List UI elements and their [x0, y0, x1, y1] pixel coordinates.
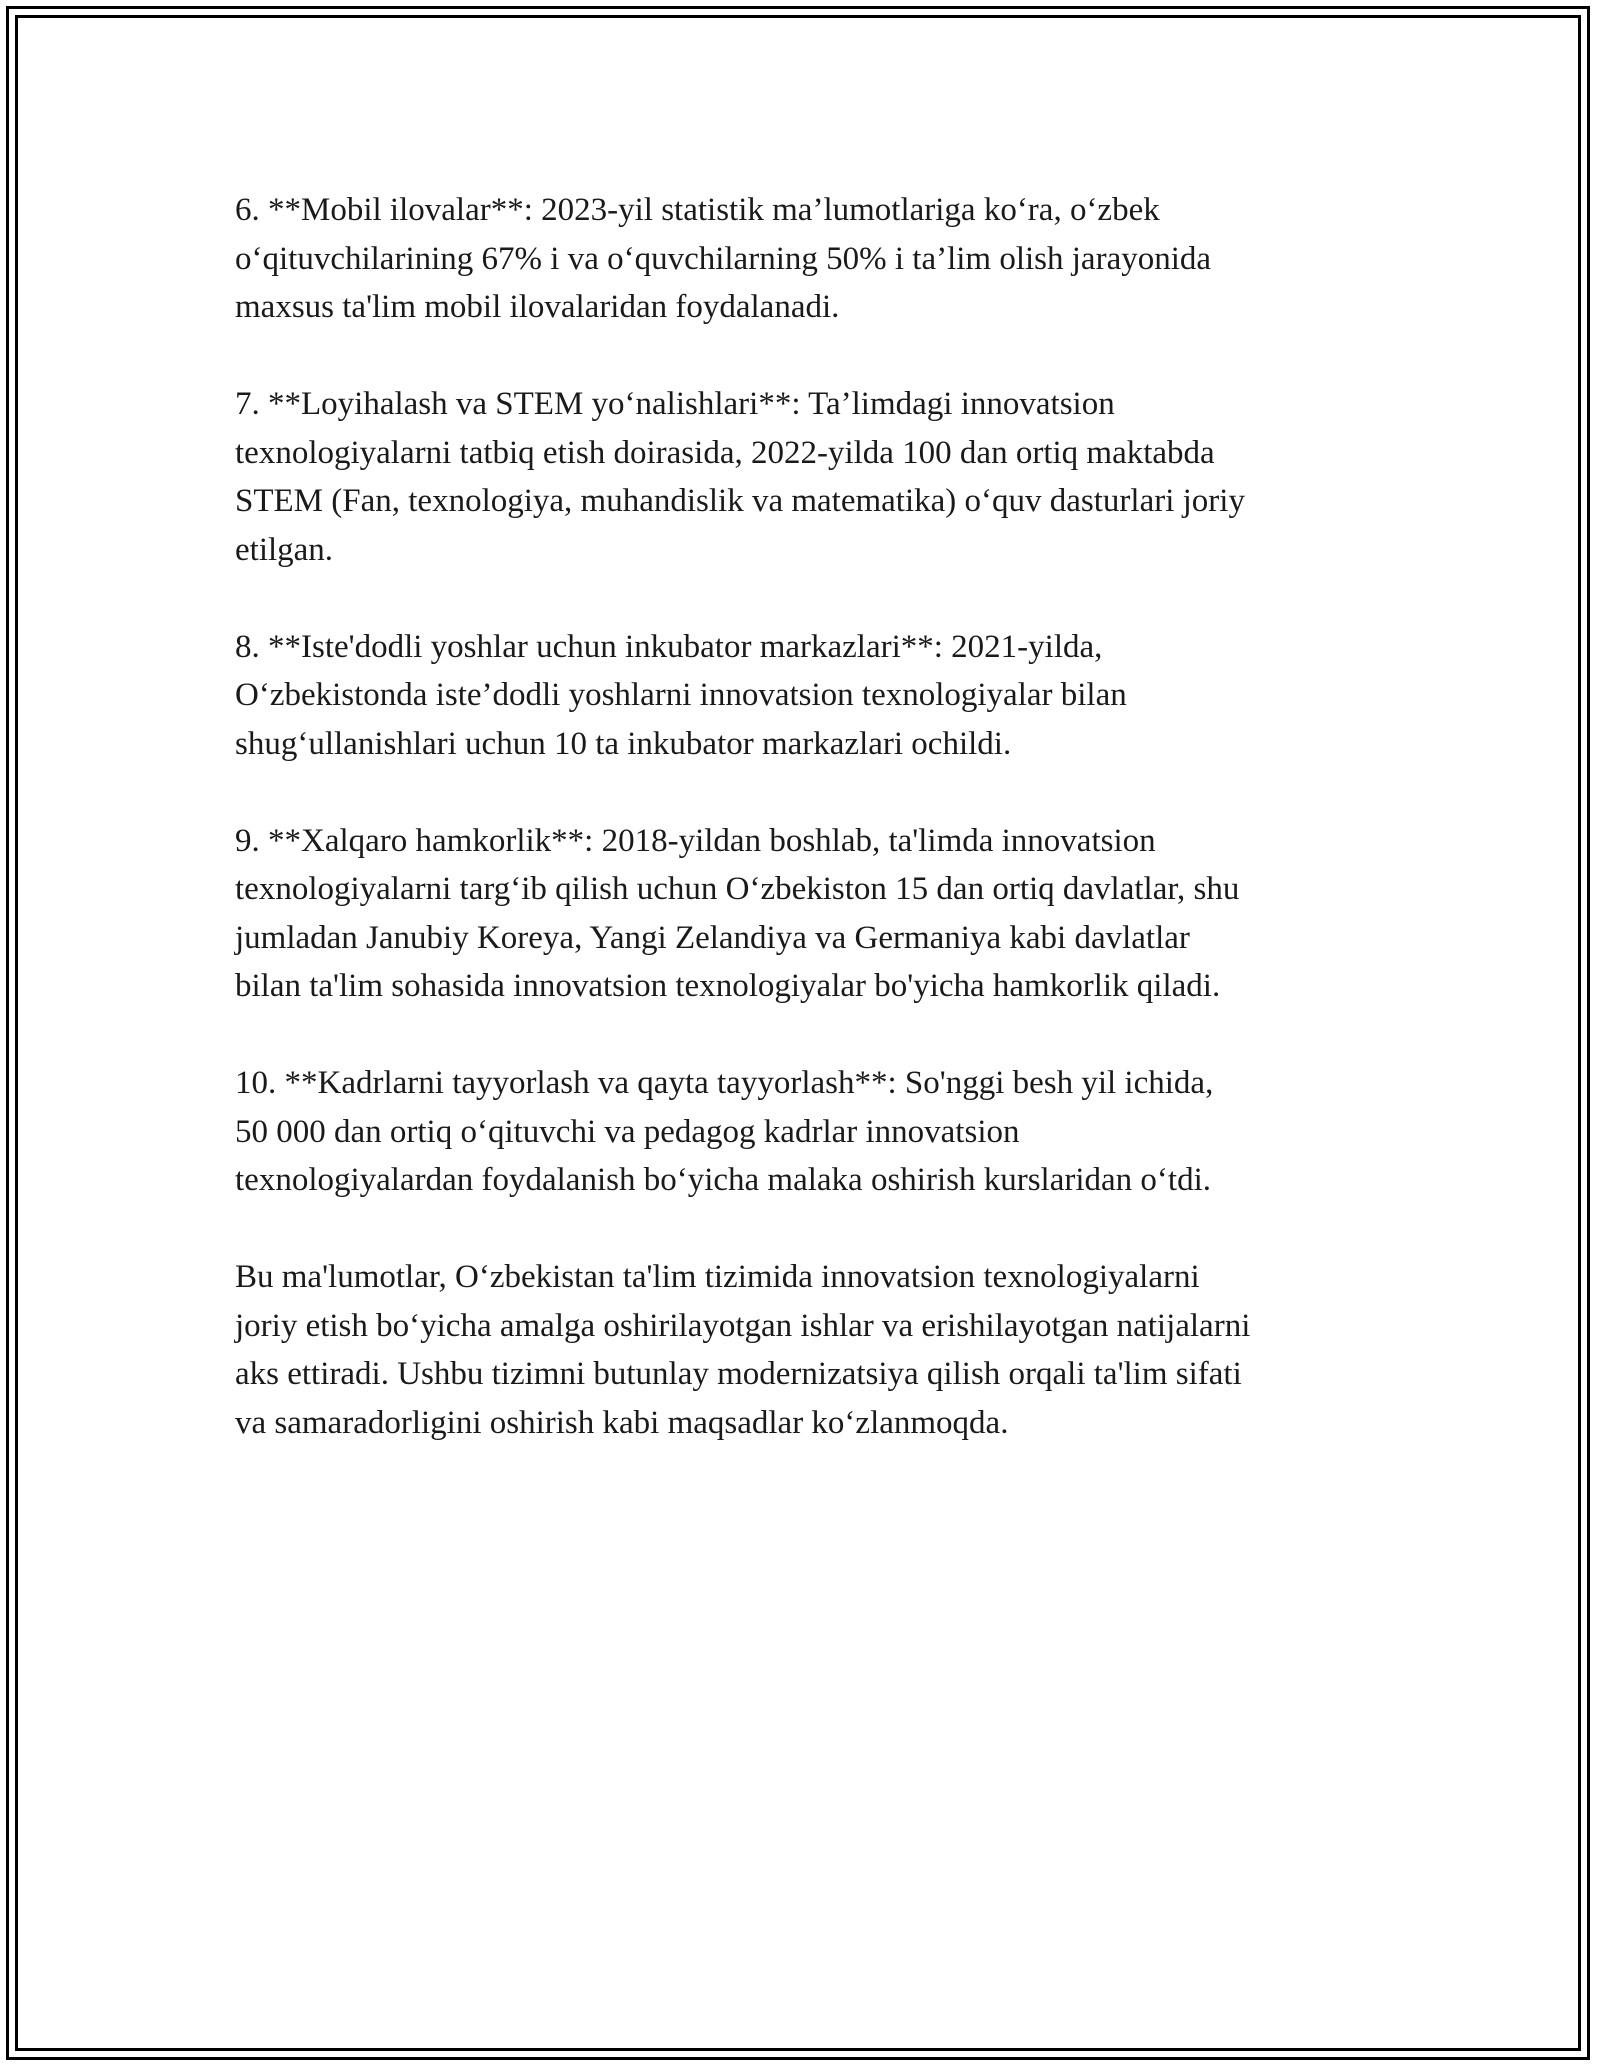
paragraph-incubators: 8. **Iste'dodli yoshlar uchun inkubator markazlari**: 2021-yilda, O‘zbekistonda iste’dodli yoshlarni innovatsion texnologiyalar bilan shug‘ullanishlari uchun 10 ta inkubator markazlari ochildi. [235, 628, 1127, 762]
paragraph-mobile-apps: 6. **Mobil ilovalar**: 2023-yil statistik ma’lumotlariga ko‘ra, o‘zbek o‘qituvchilarining 67% i va o‘quvchilarning 50% i ta’lim olish jarayonida maxsus ta'lim mobil ilovalaridan foydalanadi. [235, 192, 1212, 325]
paragraph-stem: 7. **Loyihalash va STEM yo‘nalishlari**: Ta’limdagi innovatsion texnologiyalarni tatbiq etish doirasida, 2022-yilda 100 dan ortiq maktabda STEM (Fan, texnologiya, muhandislik va matematika) o‘quv dasturlari joriy etilgan. [235, 386, 1245, 568]
paragraph-staff-training: 10. **Kadrlarni tayyorlash va qayta tayyorlash**: So'nggi besh yil ichida, 50 000 dan ortiq o‘qituvchi va pedagog kadrlar innovatsion texnologiyalardan foydalanish bo‘yicha malaka oshirish kurslaridan o‘tdi. [235, 1065, 1214, 1198]
paragraph-international-cooperation: 9. **Xalqaro hamkorlik**: 2018-yildan boshlab, ta'limda innovatsion texnologiyalarni targ‘ib qilish uchun O‘zbekiston 15 dan ortiq davlatlar, shu jumladan Janubiy Koreya, Yangi Zelandiya va Germaniya kabi davlatlar bilan ta'lim sohasida innovatsion texnologiyalar bo'yicha hamkorlik qiladi. [235, 822, 1240, 1004]
paragraph-conclusion: Bu ma'lumotlar, O‘zbekistan ta'lim tizimida innovatsion texnologiyalarni joriy etish bo‘yicha amalga oshirilayotgan ishlar va erishilayotgan natijalarni aks ettiradi. Ushbu tizimni butunlay modernizatsiya qilish orqali ta'lim sifati va samaradorligini oshirish kabi maqsadlar ko‘zlanmoqda. [235, 1259, 1251, 1441]
document-body [235, 186, 1385, 1496]
